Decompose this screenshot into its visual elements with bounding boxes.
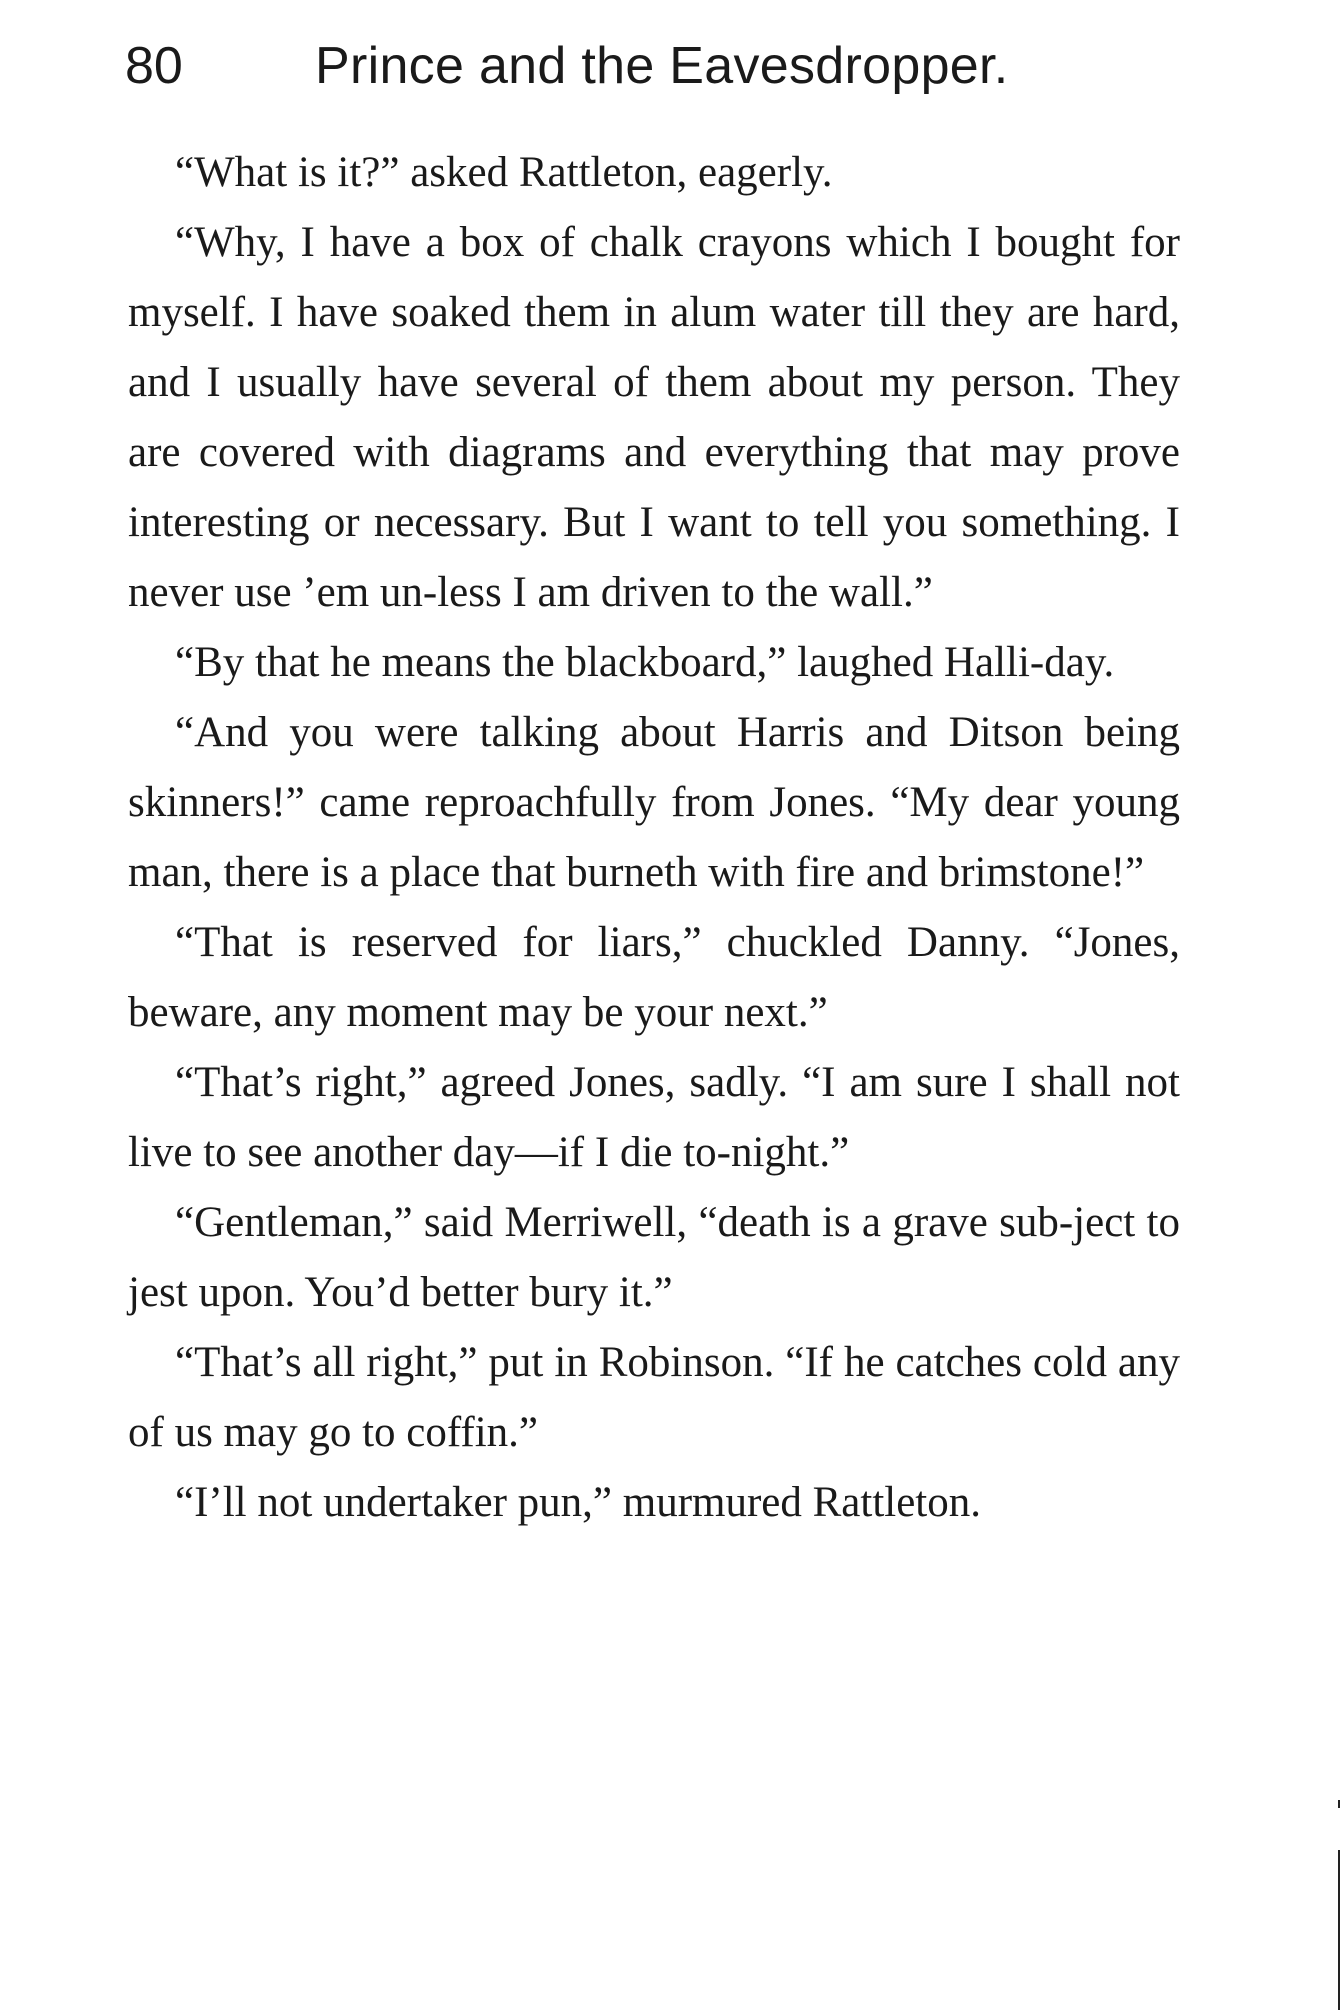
scan-edge-mark xyxy=(1338,1850,1340,2010)
page-number: 80 xyxy=(125,37,183,95)
paragraph: “By that he means the blackboard,” laughed Halli-day. xyxy=(175,639,1115,686)
paragraph: “I’ll not undertaker pun,” murmured Rattleton. xyxy=(175,1479,981,1526)
scan-edge-mark xyxy=(1338,1800,1340,1808)
page-header xyxy=(125,32,1185,122)
paragraph: “What is it?” asked Rattleton, eagerly. xyxy=(175,149,833,196)
body-text xyxy=(128,138,1180,1538)
paragraph: “Why, I have a box of chalk crayons which I bought for myself. I have soaked them in alum water till they are hard, and I usually have several of them about my person. They are covered with diagrams and everything that may prove interesting or necessary. But I want to tell you something. I never use ’em un-less I am driven to the wall.” xyxy=(128,219,1180,616)
paragraph: “That’s all right,” put in Robinson. “If he catches cold any of us may go to coffin.” xyxy=(128,1339,1180,1456)
paragraph: “And you were talking about Harris and Ditson being skinners!” came reproachfully from Jones. “My dear young man, there is a place that burneth with fire and brimstone!” xyxy=(128,709,1180,896)
paragraph: “That is reserved for liars,” chuckled Danny. “Jones, beware, any moment may be your next.” xyxy=(128,919,1180,1036)
running-title: Prince and the Eavesdropper. xyxy=(315,37,1009,95)
paragraph: “Gentleman,” said Merriwell, “death is a grave sub-ject to jest upon. You’d better bury it.” xyxy=(128,1199,1180,1316)
paragraph: “That’s right,” agreed Jones, sadly. “I am sure I shall not live to see another day—if I die to-night.” xyxy=(128,1059,1180,1176)
